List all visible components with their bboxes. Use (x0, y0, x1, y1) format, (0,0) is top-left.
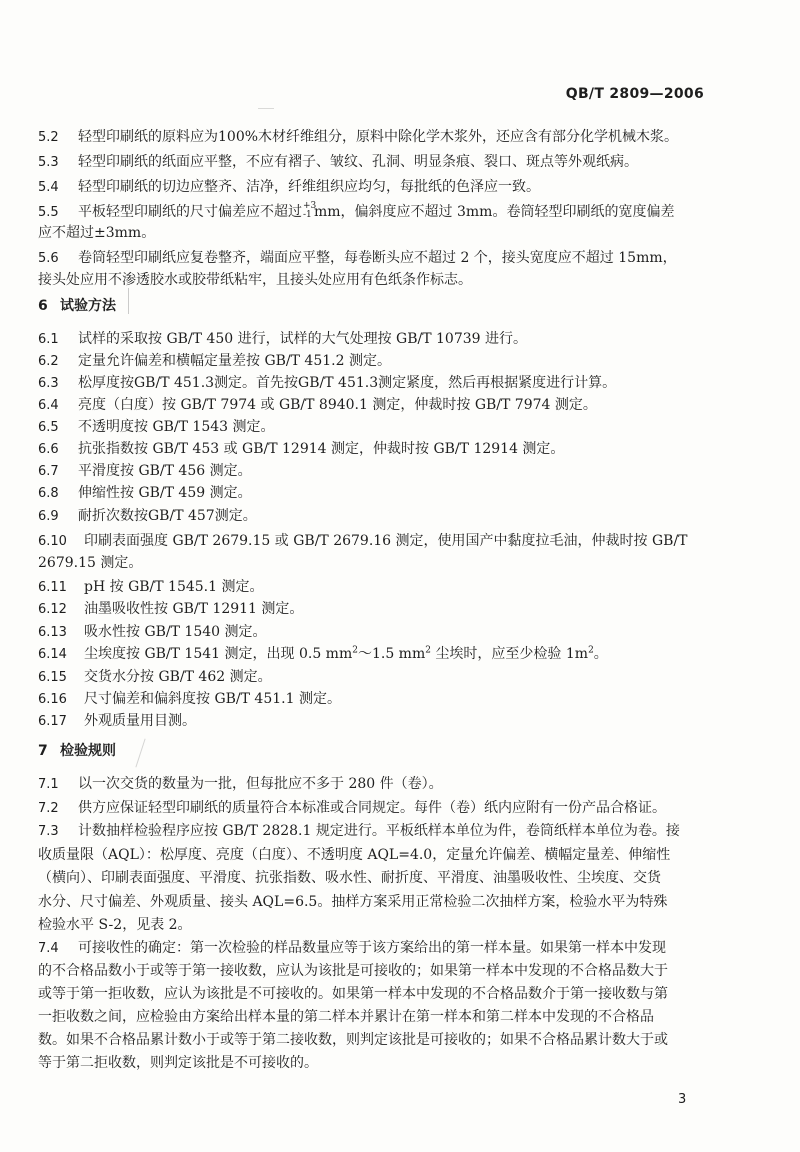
clause-7-3-line-5: 检验水平 S-2，见表 2。 (38, 917, 192, 933)
clause-number: 5.4 (38, 180, 59, 195)
clause-number: 6.13 (38, 625, 67, 640)
clause-text: 伸缩性按 GB/T 459 测定。 (78, 485, 252, 501)
clause-text: 卷筒轻型印刷纸应复卷整齐，端面应平整，每卷断头应不超过 2 个，接头宽度应不超过 15mm， (78, 250, 677, 266)
clause-number: 6.1 (38, 332, 59, 347)
section-6-heading (38, 297, 758, 315)
clause-number: 6.16 (38, 692, 67, 707)
clause-6-5 (38, 418, 758, 437)
superscript: 2 (425, 645, 431, 656)
clause-7-1 (38, 775, 758, 794)
clause-6-12 (38, 600, 758, 619)
clause-text: 试样的采取按 GB/T 450 进行，试样的大气处理按 GB/T 10739 进行。 (78, 331, 528, 347)
clause-6-10-continuation: 2679.15 测定。 (38, 555, 143, 571)
clause-7-2 (38, 799, 758, 818)
clause-text-part: 。 (593, 646, 608, 662)
superscript: 2 (352, 645, 358, 656)
clause-number: 6.5 (38, 420, 59, 435)
clause-text: 轻型印刷纸的纸面应平整，不应有褶子、皱纹、孔洞、明显条痕、裂口、斑点等外观纸病。 (78, 154, 638, 170)
clause-5-6 (38, 249, 758, 268)
clause-number: 6.10 (38, 534, 67, 549)
clause-6-13 (38, 623, 758, 642)
clause-5-6-continuation: 接头处应用不渗透胶水或胶带纸粘牢，且接头处应用有色纸条作标志。 (38, 272, 472, 288)
clause-6-4 (38, 396, 758, 415)
clause-6-17 (38, 712, 758, 731)
clause-number: 7.3 (38, 824, 59, 839)
clause-number: 5.5 (38, 205, 59, 220)
clause-6-2 (38, 352, 758, 371)
clause-text: 可接收性的确定：第一次检验的样品数量应等于该方案给出的第一样本量。如果第一样本中发现 (78, 940, 666, 956)
clause-7-4-line-4: 一拒收数之间，应检验由方案给出样本量的第二样本并累计在第一样本和第二样本中发现的不合格品 (38, 1009, 654, 1025)
section-number: 7 (38, 743, 48, 759)
clause-5-5-continuation: 应不超过±3mm。 (38, 225, 156, 241)
clause-7-4-line-2: 的不合格品数小于或等于第一接收数，应认为该批是可接收的；如果第一样本中发现的不合格品数大于 (38, 963, 668, 979)
page-number: 3 (678, 1092, 687, 1107)
clause-6-10 (38, 532, 758, 551)
section-7-heading (38, 742, 758, 760)
clause-number: 5.3 (38, 155, 59, 170)
clause-number: 5.6 (38, 251, 59, 266)
clause-6-11 (38, 578, 758, 597)
clause-text: 平滑度按 GB/T 456 测定。 (78, 463, 252, 479)
clause-text: 轻型印刷纸的切边应整齐、洁净，纤维组织应均匀，每批纸的色泽应一致。 (78, 179, 540, 195)
clause-text-continued: mm，偏斜度应不超过 3mm。卷筒轻型印刷纸的宽度偏差 (314, 204, 675, 220)
clause-text: 轻型印刷纸的原料应为100%木材纤维组分，原料中除化学木浆外，还应含有部分化学机械木浆。 (78, 129, 679, 145)
clause-text: 外观质量用目测。 (84, 713, 196, 729)
clause-6-3 (38, 374, 758, 393)
clause-text: 以一次交货的数量为一批，但每批应不多于 280 件（卷）。 (78, 776, 443, 792)
clause-7-4-line-6: 等于第二拒收数，则判定该批是不可接收的。 (38, 1055, 318, 1071)
clause-6-6 (38, 440, 758, 459)
clause-text: 亮度（白度）按 GB/T 7974 或 GB/T 8940.1 测定，仲裁时按 GB/T 7974 测定。 (78, 397, 597, 413)
clause-5-4 (38, 178, 758, 197)
clause-number: 6.6 (38, 442, 59, 457)
clause-text: 交货水分按 GB/T 462 测定。 (84, 669, 272, 685)
clause-number: 6.17 (38, 714, 67, 729)
section-title: 试验方法 (60, 298, 116, 314)
clause-number: 6.2 (38, 354, 59, 369)
scan-mark (258, 108, 274, 109)
section-number: 6 (38, 298, 48, 314)
clause-text: 抗张指数按 GB/T 453 或 GB/T 12914 测定，仲裁时按 GB/T 12914 测定。 (78, 441, 565, 457)
clause-number: 6.4 (38, 398, 59, 413)
clause-text: 松厚度按GB/T 451.3测定。首先按GB/T 451.3测定紧度，然后再根据紧度进行计算。 (78, 375, 617, 391)
clause-number: 5.2 (38, 130, 59, 145)
clause-5-5 (38, 203, 758, 222)
clause-6-8 (38, 484, 758, 503)
clause-7-4-line-5: 数。如果不合格品累计数小于或等于第二接收数，则判定该批是可接收的；如果不合格品累计数大于或 (38, 1032, 668, 1048)
clause-number: 6.11 (38, 580, 67, 595)
clause-7-4-line-3: 或等于第一拒收数，应认为该批是不可接收的。如果第一样本中发现的不合格品数介于第一接收数与第 (38, 986, 668, 1002)
clause-6-14 (38, 645, 758, 664)
clause-number: 6.8 (38, 486, 59, 501)
clause-6-1 (38, 330, 758, 349)
clause-7-3-line-2: 收质量限（AQL）：松厚度、亮度（白度）、不透明度 AQL=4.0，定量允许偏差、横幅定量差、伸缩性 (38, 847, 671, 863)
clause-text: pH 按 GB/T 1545.1 测定。 (84, 579, 264, 595)
clause-text: 油墨吸收性按 GB/T 12911 测定。 (84, 601, 304, 617)
section-title: 检验规则 (60, 743, 116, 759)
clause-text-part: 尘埃时，应至少检验 1m (430, 646, 589, 662)
clause-number: 6.14 (38, 647, 67, 662)
clause-text-part: ～1.5 mm (357, 646, 426, 662)
clause-6-9 (38, 507, 758, 526)
clause-text: 不透明度按 GB/T 1543 测定。 (78, 419, 275, 435)
clause-6-15 (38, 668, 758, 687)
superscript: 2 (588, 645, 594, 656)
clause-number: 6.7 (38, 464, 59, 479)
scan-mark (128, 288, 129, 314)
tolerance-upper: +3 (303, 201, 317, 211)
tolerance-mark (302, 201, 317, 221)
clause-text: 印刷表面强度 GB/T 2679.15 或 GB/T 2679.16 测定，使用国产中黏度拉毛油，仲裁时按 GB/T (84, 533, 688, 549)
clause-number: 6.15 (38, 670, 67, 685)
clause-6-16 (38, 690, 758, 709)
clause-number: 6.12 (38, 602, 67, 617)
clause-5-2 (38, 128, 758, 147)
clause-7-3-line-4: 水分、尺寸偏差、外观质量、接头 AQL=6.5。抽样方案采用正常检验二次抽样方案，检验水平为特殊 (38, 894, 668, 910)
clause-text: 平板轻型印刷纸的尺寸偏差应不超过 (78, 204, 302, 220)
clause-text: 供方应保证轻型印刷纸的质量符合本标准或合同规定。每件（卷）纸内应附有一份产品合格证。 (78, 800, 666, 816)
clause-7-3-line-3: （横向）、印刷表面强度、平滑度、抗张指数、吸水性、耐折度、平滑度、油墨吸收性、尘埃度、交货 (38, 870, 661, 886)
clause-text: 耐折次数按GB/T 457测定。 (78, 508, 257, 524)
clause-number: 6.9 (38, 509, 59, 524)
clause-number: 6.3 (38, 376, 59, 391)
clause-number: 7.1 (38, 777, 59, 792)
standard-code-header: QB/T 2809—2006 (565, 86, 704, 102)
clause-text: 尘埃度按 GB/T 1541 测定，出现 0.5 mm (84, 646, 353, 662)
clause-7-4 (38, 939, 758, 958)
clause-6-7 (38, 462, 758, 481)
clause-5-3 (38, 153, 758, 172)
clause-text: 计数抽样检验程序应按 GB/T 2828.1 规定进行。平板纸样本单位为件，卷筒纸样本单位为卷。接 (78, 823, 680, 839)
clause-text: 吸水性按 GB/T 1540 测定。 (84, 624, 267, 640)
tolerance-lower: -1 (303, 210, 312, 220)
clause-number: 7.4 (38, 941, 59, 956)
clause-number: 7.2 (38, 801, 59, 816)
clause-7-3 (38, 822, 758, 841)
clause-text: 尺寸偏差和偏斜度按 GB/T 451.1 测定。 (84, 691, 341, 707)
clause-text: 定量允许偏差和横幅定量差按 GB/T 451.2 测定。 (78, 353, 391, 369)
